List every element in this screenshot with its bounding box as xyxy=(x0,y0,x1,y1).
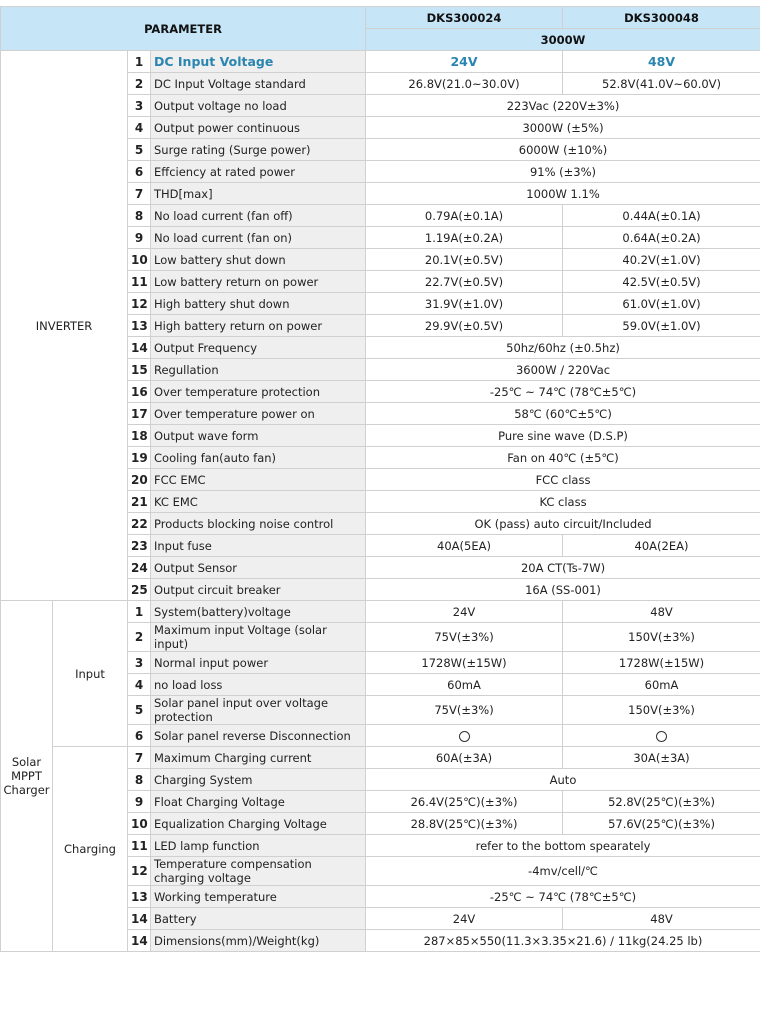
row-number: 12 xyxy=(128,857,151,886)
parameter-header: PARAMETER xyxy=(1,7,366,51)
row-value-1: 24V xyxy=(366,601,563,623)
row-label: Effciency at rated power xyxy=(151,161,366,183)
row-label: Equalization Charging Voltage xyxy=(151,813,366,835)
row-label: THD[max] xyxy=(151,183,366,205)
row-number: 13 xyxy=(128,886,151,908)
row-value-1: 75V(±3%) xyxy=(366,696,563,725)
row-label: Low battery return on power xyxy=(151,271,366,293)
row-label: KC EMC xyxy=(151,491,366,513)
row-number: 13 xyxy=(128,315,151,337)
row-number: 14 xyxy=(128,337,151,359)
row-value-1: 1.19A(±0.2A) xyxy=(366,227,563,249)
row-value-shared: Fan on 40℃ (±5℃) xyxy=(366,447,760,469)
row-label: Output Frequency xyxy=(151,337,366,359)
row-value-shared: 3600W / 220Vac xyxy=(366,359,760,381)
model-header-1: DKS300024 xyxy=(366,7,563,29)
table-row xyxy=(1,51,760,73)
row-label: no load loss xyxy=(151,674,366,696)
row-value-1: 1728W(±15W) xyxy=(366,652,563,674)
row-number: 3 xyxy=(128,652,151,674)
row-value-1: 75V(±3%) xyxy=(366,623,563,652)
row-value-1: 22.7V(±0.5V) xyxy=(366,271,563,293)
row-label: Surge rating (Surge power) xyxy=(151,139,366,161)
row-value-shared: -25℃ ~ 74℃ (78℃±5℃) xyxy=(366,886,760,908)
row-number: 14 xyxy=(128,908,151,930)
row-number: 9 xyxy=(128,791,151,813)
row-value-shared: 58℃ (60℃±5℃) xyxy=(366,403,760,425)
row-value-2: 1728W(±15W) xyxy=(563,652,760,674)
row-number: 2 xyxy=(128,73,151,95)
row-number: 17 xyxy=(128,403,151,425)
row-label: No load current (fan on) xyxy=(151,227,366,249)
row-label: Working temperature xyxy=(151,886,366,908)
row-value-1: 24V xyxy=(366,51,563,73)
row-label: DC Input Voltage standard xyxy=(151,73,366,95)
row-label: Products blocking noise control xyxy=(151,513,366,535)
row-number: 8 xyxy=(128,205,151,227)
row-label: Solar panel input over voltage protection xyxy=(151,696,366,725)
group-inverter: INVERTER xyxy=(1,51,128,601)
row-number: 19 xyxy=(128,447,151,469)
row-value-1: 28.8V(25℃)(±3%) xyxy=(366,813,563,835)
row-value-2: 150V(±3%) xyxy=(563,623,760,652)
row-label: FCC EMC xyxy=(151,469,366,491)
group-solar-mppt-charger: Solar MPPT Charger xyxy=(1,601,53,952)
row-label: Float Charging Voltage xyxy=(151,791,366,813)
row-label: Normal input power xyxy=(151,652,366,674)
row-label: Temperature compensation charging voltage xyxy=(151,857,366,886)
row-value-1: 40A(5EA) xyxy=(366,535,563,557)
row-value-shared: OK (pass) auto circuit/Included xyxy=(366,513,760,535)
row-label: High battery return on power xyxy=(151,315,366,337)
row-value-2: 52.8V(25℃)(±3%) xyxy=(563,791,760,813)
row-number: 11 xyxy=(128,271,151,293)
row-value-1: 0.79A(±0.1A) xyxy=(366,205,563,227)
row-value-2: 42.5V(±0.5V) xyxy=(563,271,760,293)
row-value-shared: 91% (±3%) xyxy=(366,161,760,183)
row-value-shared: 20A CT(Ts-7W) xyxy=(366,557,760,579)
row-label: Regullation xyxy=(151,359,366,381)
row-value-shared: 6000W (±10%) xyxy=(366,139,760,161)
row-label: Cooling fan(auto fan) xyxy=(151,447,366,469)
circle-icon xyxy=(656,731,667,742)
row-value-shared: refer to the bottom spearately xyxy=(366,835,760,857)
row-label: System(battery)voltage xyxy=(151,601,366,623)
row-number: 6 xyxy=(128,161,151,183)
row-value-shared: -4mv/cell/℃ xyxy=(366,857,760,886)
row-value-2: 0.64A(±0.2A) xyxy=(563,227,760,249)
row-value-1: 26.8V(21.0~30.0V) xyxy=(366,73,563,95)
row-label: DC Input Voltage xyxy=(151,51,366,73)
row-value-2: 48V xyxy=(563,908,760,930)
row-number: 25 xyxy=(128,579,151,601)
subgroup-charging: Charging xyxy=(53,747,128,952)
row-value-2: 60mA xyxy=(563,674,760,696)
row-value-1: 60A(±3A) xyxy=(366,747,563,769)
row-number: 1 xyxy=(128,51,151,73)
row-number: 7 xyxy=(128,183,151,205)
row-number: 15 xyxy=(128,359,151,381)
row-number: 4 xyxy=(128,674,151,696)
row-number: 24 xyxy=(128,557,151,579)
row-label: Maximum Charging current xyxy=(151,747,366,769)
row-label: Over temperature protection xyxy=(151,381,366,403)
row-value-1: 31.9V(±1.0V) xyxy=(366,293,563,315)
row-value-shared: Pure sine wave (D.S.P) xyxy=(366,425,760,447)
row-label: Input fuse xyxy=(151,535,366,557)
row-value-1 xyxy=(366,725,563,747)
row-number: 7 xyxy=(128,747,151,769)
row-value-1: 20.1V(±0.5V) xyxy=(366,249,563,271)
row-label: Battery xyxy=(151,908,366,930)
subgroup-input: Input xyxy=(53,601,128,747)
row-label: Over temperature power on xyxy=(151,403,366,425)
row-number: 8 xyxy=(128,769,151,791)
row-number: 3 xyxy=(128,95,151,117)
circle-icon xyxy=(459,731,470,742)
row-number: 11 xyxy=(128,835,151,857)
row-label: Charging System xyxy=(151,769,366,791)
row-label: LED lamp function xyxy=(151,835,366,857)
row-value-shared: 223Vac (220V±3%) xyxy=(366,95,760,117)
row-value-shared: 50hz/60hz (±0.5hz) xyxy=(366,337,760,359)
row-number: 6 xyxy=(128,725,151,747)
row-value-shared: -25℃ ~ 74℃ (78℃±5℃) xyxy=(366,381,760,403)
row-value-2: 30A(±3A) xyxy=(563,747,760,769)
row-label: Output power continuous xyxy=(151,117,366,139)
row-number: 4 xyxy=(128,117,151,139)
row-label: Output wave form xyxy=(151,425,366,447)
row-number: 10 xyxy=(128,249,151,271)
row-value-shared: Auto xyxy=(366,769,760,791)
row-value-shared: KC class xyxy=(366,491,760,513)
power-header: 3000W xyxy=(366,29,760,51)
row-number: 12 xyxy=(128,293,151,315)
row-value-shared: 287×85×550(11.3×3.35×21.6) / 11kg(24.25 lb) xyxy=(366,930,760,952)
row-value-1: 29.9V(±0.5V) xyxy=(366,315,563,337)
row-value-2: 48V xyxy=(563,601,760,623)
row-value-2: 0.44A(±0.1A) xyxy=(563,205,760,227)
row-value-1: 26.4V(25℃)(±3%) xyxy=(366,791,563,813)
row-number: 21 xyxy=(128,491,151,513)
row-number: 20 xyxy=(128,469,151,491)
row-value-2 xyxy=(563,725,760,747)
row-number: 5 xyxy=(128,139,151,161)
model-header-2: DKS300048 xyxy=(563,7,760,29)
row-number: 16 xyxy=(128,381,151,403)
row-label: Maximum input Voltage (solar input) xyxy=(151,623,366,652)
row-value-shared: 16A (SS-001) xyxy=(366,579,760,601)
row-number: 2 xyxy=(128,623,151,652)
row-value-shared: FCC class xyxy=(366,469,760,491)
row-label: Output Sensor xyxy=(151,557,366,579)
row-label: Output voltage no load xyxy=(151,95,366,117)
row-label: Output circuit breaker xyxy=(151,579,366,601)
spec-table xyxy=(0,6,760,952)
row-value-shared: 1000W 1.1% xyxy=(366,183,760,205)
row-label: High battery shut down xyxy=(151,293,366,315)
row-number: 9 xyxy=(128,227,151,249)
table-row xyxy=(1,601,760,623)
row-value-1: 24V xyxy=(366,908,563,930)
row-label: Dimensions(mm)/Weight(kg) xyxy=(151,930,366,952)
row-value-2: 61.0V(±1.0V) xyxy=(563,293,760,315)
row-value-2: 59.0V(±1.0V) xyxy=(563,315,760,337)
row-number: 5 xyxy=(128,696,151,725)
row-value-2: 52.8V(41.0V~60.0V) xyxy=(563,73,760,95)
row-value-2: 40.2V(±1.0V) xyxy=(563,249,760,271)
row-number: 22 xyxy=(128,513,151,535)
row-value-2: 40A(2EA) xyxy=(563,535,760,557)
row-value-2: 57.6V(25℃)(±3%) xyxy=(563,813,760,835)
row-number: 1 xyxy=(128,601,151,623)
row-number: 23 xyxy=(128,535,151,557)
row-number: 10 xyxy=(128,813,151,835)
row-label: No load current (fan off) xyxy=(151,205,366,227)
row-label: Low battery shut down xyxy=(151,249,366,271)
row-value-2: 48V xyxy=(563,51,760,73)
row-value-2: 150V(±3%) xyxy=(563,696,760,725)
row-value-shared: 3000W (±5%) xyxy=(366,117,760,139)
row-value-1: 60mA xyxy=(366,674,563,696)
row-number: 18 xyxy=(128,425,151,447)
row-number: 14 xyxy=(128,930,151,952)
table-row xyxy=(1,747,760,769)
row-label: Solar panel reverse Disconnection xyxy=(151,725,366,747)
